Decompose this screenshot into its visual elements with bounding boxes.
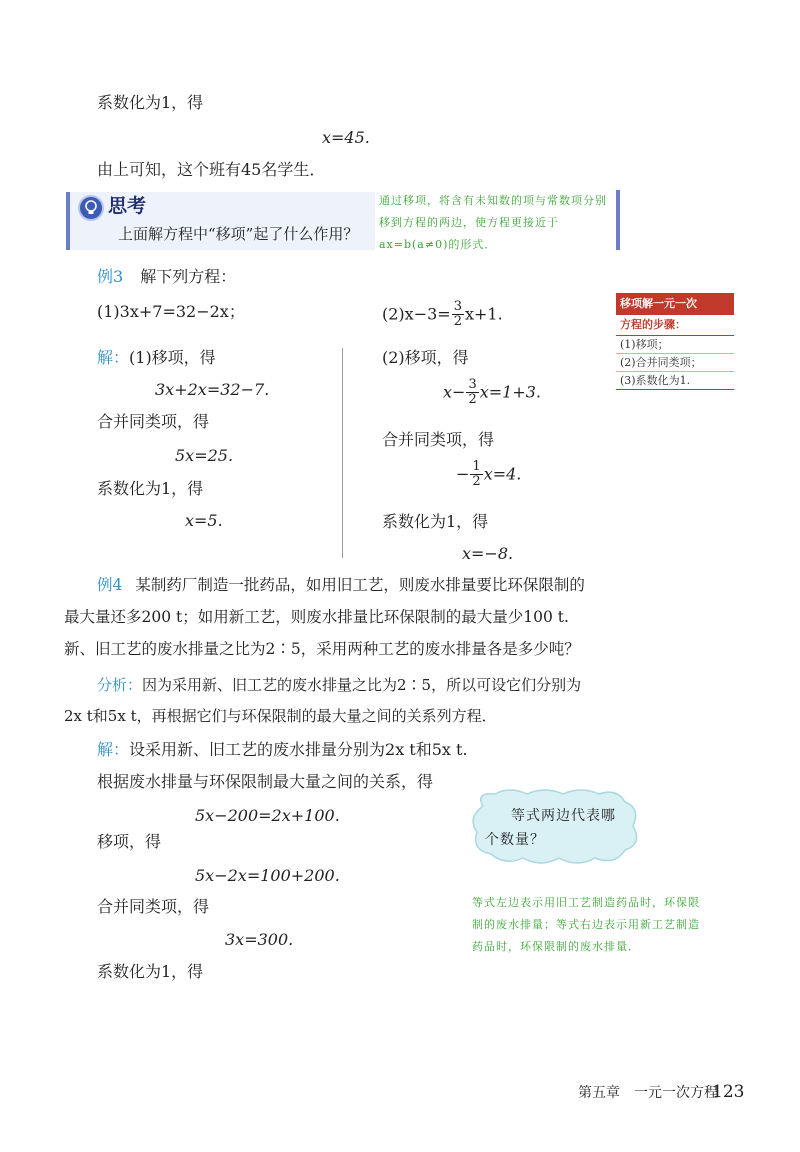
example-label: 例4 xyxy=(97,576,123,594)
text-line: 系数化为1，得 xyxy=(97,93,204,112)
example4-line: 新、旧工艺的废水排量之比为2∶5，采用两种工艺的废水排量各是多少吨？ xyxy=(64,640,580,658)
problem-1: (1)3x+7=32−2x； xyxy=(97,302,245,321)
analysis-text: 因为采用新、旧工艺的废水排量之比为2∶5，所以可设它们分别为 xyxy=(142,676,582,694)
solution-step: 系数化为1，得 xyxy=(97,479,204,498)
fraction xyxy=(470,460,482,490)
column-divider xyxy=(342,348,343,558)
equation: 3x+2x=32−7. xyxy=(155,380,270,399)
problem-2 xyxy=(382,300,503,330)
solution-text: 设采用新、旧工艺的废水排量分别为2x t和5x t. xyxy=(129,740,468,759)
steps-box-item: (2)合并同类项； xyxy=(616,354,734,372)
equation: 5x−2x=100+200. xyxy=(195,866,340,885)
fraction-num: 1 xyxy=(472,459,481,474)
analysis-line: 2x t和5x t，再根据它们与环保限制的最大量之间的关系列方程． xyxy=(64,707,497,725)
eq-part: x=1+3. xyxy=(479,382,541,402)
fraction-num: 3 xyxy=(468,377,477,392)
steps-box-item: (3)系数化为1. xyxy=(616,372,734,390)
equation: 5x=25. xyxy=(175,446,234,465)
equation: 5x−200=2x+100. xyxy=(195,806,340,825)
text-line: 由上可知，这个班有45名学生． xyxy=(97,160,326,179)
solution-line: 系数化为1，得 xyxy=(97,962,204,981)
example4-line: 最大量还多200 t；如用新工艺，则废水排量比环保限制的最大量少100 t. xyxy=(64,608,569,626)
solution-label: 解： xyxy=(97,740,130,759)
lightbulb-icon xyxy=(78,195,104,221)
cloud-answer-note: 等式左边表示用旧工艺制造药品时，环保限制的废水排量；等式右边表示用新工艺制造药品时，环保限制的废水排量． xyxy=(472,896,700,953)
solution-line: 移项，得 xyxy=(97,832,162,851)
equation xyxy=(443,378,541,408)
steps-box-item: (1)移项； xyxy=(616,336,734,354)
equation xyxy=(456,460,521,490)
eq-part: x+1. xyxy=(464,304,503,324)
eq-part: x− xyxy=(443,382,466,402)
eq-part: x=4. xyxy=(483,464,522,484)
solution-line: 合并同类项，得 xyxy=(97,897,210,916)
example3-heading xyxy=(97,267,236,286)
equation: 3x=300. xyxy=(225,930,294,949)
equation: x=−8. xyxy=(462,544,514,563)
steps-box-subtitle: 方程的步骤： xyxy=(616,315,734,336)
solution-line: 根据废水排量与环保限制最大量之间的关系，得 xyxy=(97,772,434,791)
footer-chapter: 第五章 一元一次方程 xyxy=(578,1085,718,1101)
think-side-note: 通过移项，将含有未知数的项与常数项分别移到方程的两边，使方程更接近于ax=b(a≠0)的形式． xyxy=(379,194,607,251)
equation: x=5. xyxy=(185,511,223,530)
solution-step: 合并同类项，得 xyxy=(97,412,210,431)
fraction-num: 3 xyxy=(453,299,462,314)
cloud-text-line: 等式两边代表哪 xyxy=(511,808,616,824)
fraction xyxy=(466,378,478,408)
page-number: 123 xyxy=(712,1082,745,1102)
example-prompt: 解下列方程： xyxy=(140,267,237,286)
cloud-shape xyxy=(465,786,645,868)
think-box xyxy=(66,192,375,250)
eq-part: − xyxy=(456,464,470,484)
analysis-label: 分析： xyxy=(97,676,143,694)
equation: x=45. xyxy=(322,128,370,147)
solution-line xyxy=(97,740,468,759)
think-question: 上面解方程中“移项”起了什么作用？ xyxy=(118,225,359,243)
solution-label: 解： xyxy=(97,348,130,367)
solution-text: (1)移项，得 xyxy=(129,348,216,367)
example-label: 例3 xyxy=(97,267,124,286)
solution-step: 系数化为1，得 xyxy=(382,512,489,531)
steps-box-title: 移项解一元一次 xyxy=(616,293,734,315)
solution-step xyxy=(97,348,216,367)
thought-cloud xyxy=(465,786,645,868)
solution-step: 合并同类项，得 xyxy=(382,430,495,449)
fraction-den: 2 xyxy=(472,474,481,490)
analysis-line xyxy=(97,676,581,694)
example4-line xyxy=(97,576,585,595)
cloud-text-line: 个数量？ xyxy=(485,832,545,848)
think-side-note-border xyxy=(616,190,620,250)
steps-box xyxy=(616,293,734,390)
fraction xyxy=(452,300,464,330)
example-text: 某制药厂制造一批药品，如用旧工艺，则废水排量要比环保限制的 xyxy=(135,576,585,594)
fraction-den: 2 xyxy=(453,314,462,330)
solution-step: (2)移项，得 xyxy=(382,348,469,367)
eq-part: (2)x−3= xyxy=(382,304,451,324)
fraction-den: 2 xyxy=(468,392,477,408)
think-title: 思考 xyxy=(108,195,147,217)
